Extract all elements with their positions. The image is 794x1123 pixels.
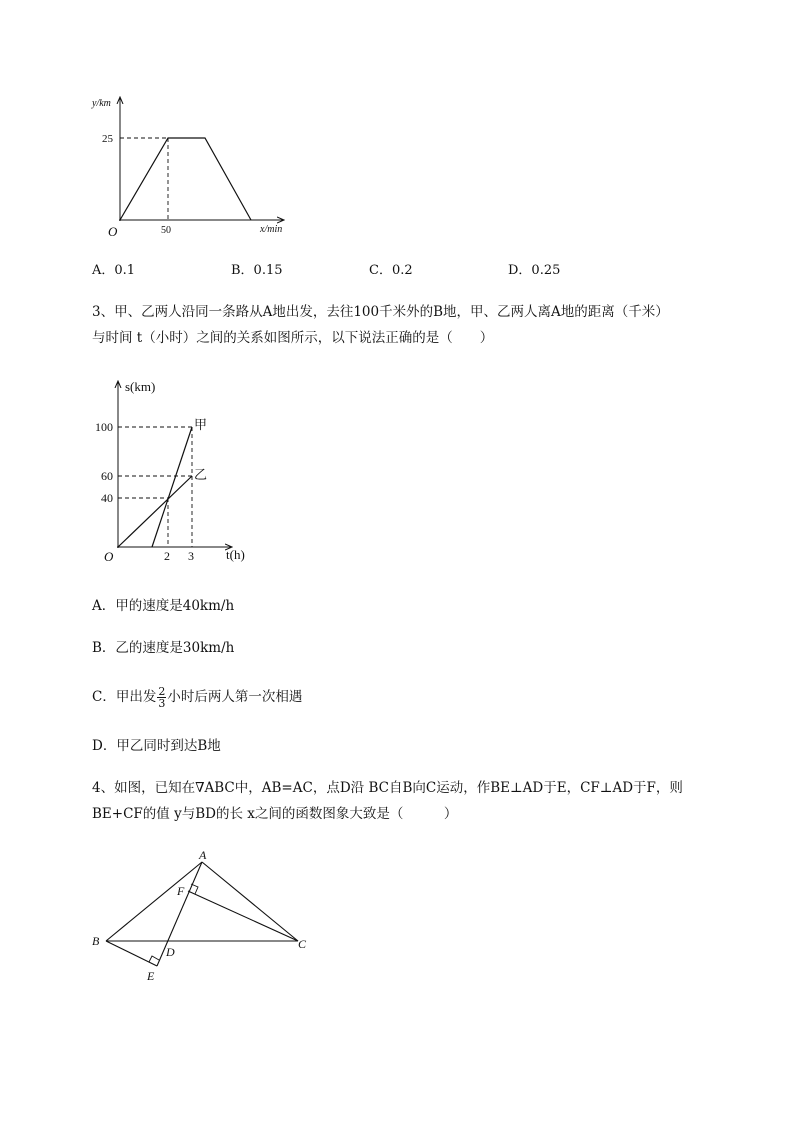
point-f-label: F [177,884,185,898]
graph2-y-label: s(km) [125,379,156,394]
graph1-x-label: x/min [260,224,283,235]
graph2-x-tick-2: 2 [164,549,170,563]
q3-option-c-prefix: C．甲出发 [92,689,157,705]
segment-ac [202,862,298,941]
graph2-x-label: t(h) [226,547,245,562]
segment-ae [157,862,202,966]
segment-ab [106,862,202,941]
q3-option-b: B．乙的速度是30km/h [92,640,235,656]
graph2-distance-time [88,376,258,566]
segment-cf [188,891,298,941]
q3-question-line2: 与时间 t（小时）之间的关系如图所示，以下说法正确的是（ ） [92,330,494,346]
q4-question-line2: BE+CF的值 y与BD的长 x之间的函数图象大致是（ ） [92,806,458,822]
graph1-distance-time [85,92,300,240]
point-e-label: E [147,969,155,983]
graph2-x-tick-3: 3 [188,549,194,563]
graph2-line-jia [152,427,192,547]
graph1-y-tick: 25 [102,133,113,145]
q2-option-a: A．0.1 [92,263,136,278]
graph2-y-tick-40: 40 [101,491,113,505]
q3-option-a: A．甲的速度是40km/h [92,598,235,614]
point-b-label: B [92,934,100,948]
q2-option-b: B．0.15 [231,263,283,278]
right-angle-e [149,956,159,962]
graph1-x-tick: 50 [161,225,171,236]
q3-option-d: D．甲乙同时到达B地 [92,738,221,754]
segment-be [106,941,157,966]
q3-option-c-fraction [157,686,166,709]
q4-triangle-figure [88,842,318,987]
q2-option-c: C．0.2 [369,263,413,278]
graph2-label-jia: 甲 [194,417,208,432]
graph2-y-tick-60: 60 [101,469,113,483]
graph2-label-yi: 乙 [194,467,208,482]
fraction-numerator: 2 [158,685,166,698]
point-a-label: A [199,848,207,862]
graph2-y-tick-100: 100 [95,420,113,434]
q3-option-c-suffix: 小时后两人第一次相遇 [167,689,303,705]
point-c-label: C [298,937,307,951]
point-d-label: D [166,945,175,959]
q2-option-d: D．0.25 [508,263,561,278]
graph1-y-label: y/km [92,98,111,109]
graph2-origin: O [104,549,114,564]
fraction-denominator: 3 [158,697,166,710]
graph1-curve [120,138,251,220]
graph1-origin: O [108,224,118,239]
q3-option-c [92,686,302,709]
q4-question-line1: 4、如图，已知在∇ABC中，AB=AC，点D沿 BC自B向C运动，作BE⊥AD于E，CF⊥AD于F，则 [92,780,683,796]
q3-question-line1: 3、甲、乙两人沿同一条路从A地出发，去往100千米外的B地，甲、乙两人离A地的距离（千米） [92,304,669,320]
